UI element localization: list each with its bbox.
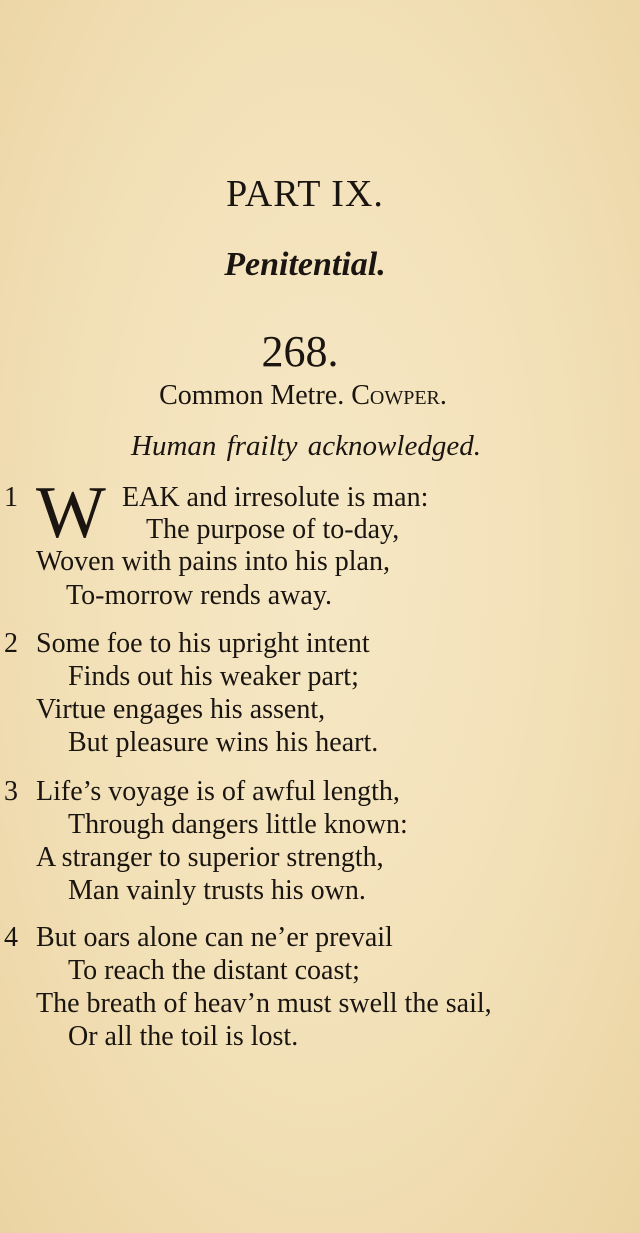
verse-line: But oars alone can ne’er prevail (36, 922, 393, 953)
verse-line: The purpose of to-day, (146, 514, 400, 545)
verse-line: Man vainly trusts his own. (68, 875, 366, 906)
verse-line: Woven with pains into his plan, (36, 546, 390, 577)
verse-line: A stranger to superior strength, (36, 842, 384, 873)
verse-line: To-morrow rends away. (66, 580, 333, 611)
verse-line: EAK and irresolute is man: (122, 482, 429, 513)
verse-line: To reach the distant coast; (68, 955, 360, 986)
verse-line: Life’s voyage is of awful length, (36, 776, 400, 807)
stanza-number: 4 (4, 922, 18, 953)
drop-cap: W (36, 472, 106, 554)
metre-label: Common Metre. (159, 380, 345, 411)
metre-line (0, 380, 606, 412)
section-title: Penitential. (224, 246, 386, 283)
stanza-number: 3 (4, 776, 18, 807)
verse-line: But pleasure wins his heart. (68, 727, 379, 758)
verse-line: Through dangers little known: (68, 809, 408, 840)
verse-line: Some foe to his upright intent (36, 628, 370, 659)
verse-line: Finds out his weaker part; (68, 661, 359, 692)
verse-line: Virtue engages his assent, (36, 694, 326, 725)
stanza-number: 1 (4, 482, 18, 513)
stanza-number: 2 (4, 628, 18, 659)
hymn-number: 268. (261, 327, 339, 376)
part-title: PART IX. (226, 173, 384, 215)
author-name: Cowper. (351, 380, 447, 411)
hymn-subtitle: Human frailty acknowledged. (131, 430, 481, 462)
verse-line: The breath of heav’n must swell the sail, (36, 988, 492, 1019)
verse-line: Or all the toil is lost. (68, 1021, 299, 1052)
